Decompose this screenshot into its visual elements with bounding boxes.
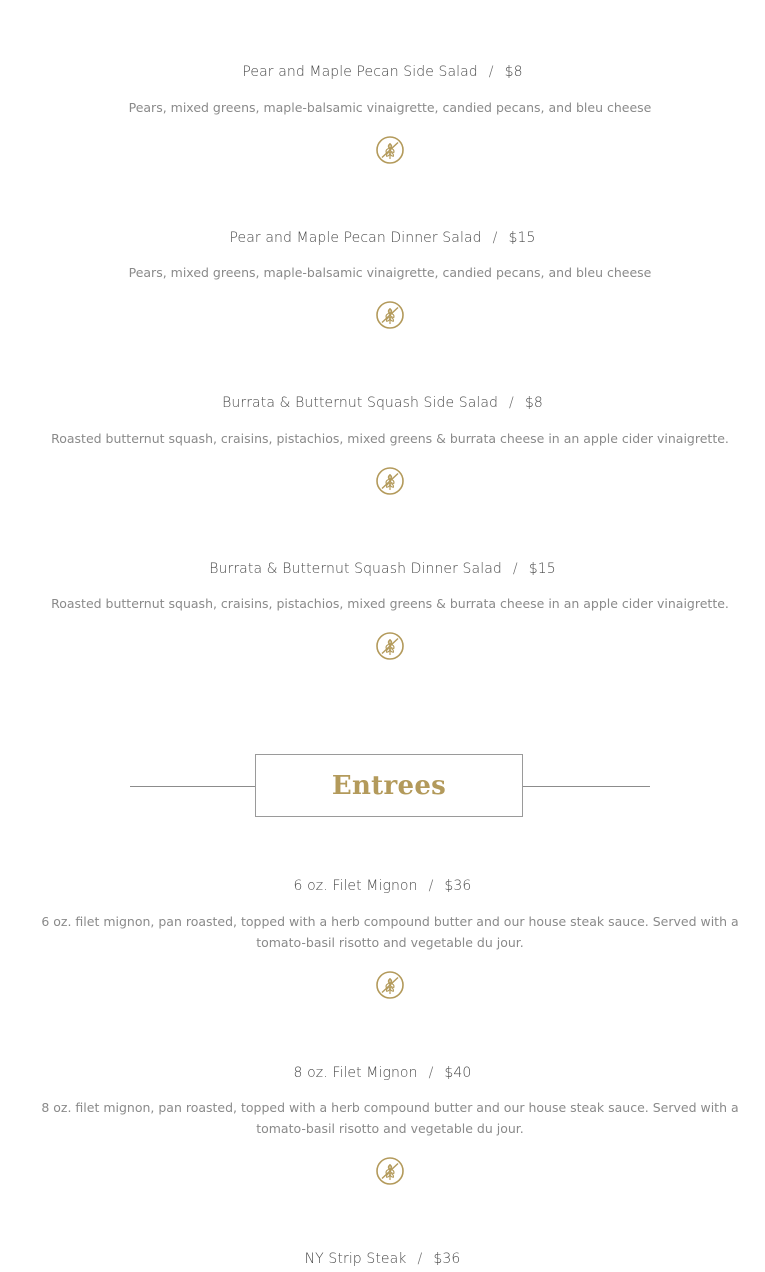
price-separator: / [509, 395, 514, 411]
menu-item-name: 8 oz. Filet Mignon [293, 1065, 418, 1081]
menu-item-name: 6 oz. Filet Mignon [293, 878, 418, 894]
menu-item-name: Burrata & Butternut Squash Side Salad [222, 395, 499, 411]
section-header [255, 754, 523, 817]
menu-item-description: Pears, mixed greens, maple-balsamic vinaigrette, candied pecans, and bleu cheese [128, 265, 652, 280]
menu-item-title [0, 229, 765, 247]
menu-item-title [0, 877, 765, 895]
price-separator: / [428, 1065, 434, 1081]
menu-item-price: $8 [504, 64, 523, 80]
menu-item-name: Pear and Maple Pecan Dinner Salad [229, 230, 482, 246]
menu-item-price: $8 [524, 395, 543, 411]
menu-item-price: $40 [444, 1065, 472, 1081]
menu-item-description: Roasted butternut squash, craisins, pistachios, mixed greens & burrata cheese in an apple cider vinaigrette. [51, 431, 729, 446]
price-separator: / [488, 64, 494, 80]
menu-item-description: 6 oz. filet mignon, pan roasted, topped with a herb compound butter and our house steak sauce. Served with a tomato-basil risotto and vegetable du jour. [41, 914, 739, 950]
menu-item-title [0, 1250, 765, 1268]
gluten-free-wheat-icon [375, 1156, 405, 1186]
menu-item-price: $36 [444, 878, 472, 894]
menu-item-description: 8 oz. filet mignon, pan roasted, topped with a herb compound butter and our house steak sauce. Served with a tomato-basil risotto and vegetable du jour. [41, 1100, 739, 1136]
menu-item-title [0, 560, 765, 578]
menu-item-name: NY Strip Steak [304, 1251, 407, 1267]
menu-item-price: $15 [508, 230, 536, 246]
gluten-free-wheat-icon [375, 631, 405, 661]
menu-item-title [0, 63, 765, 81]
section-divider-right [523, 786, 650, 787]
menu-item-title [0, 1064, 765, 1082]
price-separator: / [492, 230, 498, 246]
menu-item-description: Pears, mixed greens, maple-balsamic vinaigrette, candied pecans, and bleu cheese [128, 100, 652, 115]
menu-item-price: $15 [528, 561, 556, 577]
menu-item-title [0, 394, 765, 412]
menu-item-name: Pear and Maple Pecan Side Salad [242, 64, 478, 80]
section-title: Entrees [331, 770, 447, 801]
price-separator: / [428, 878, 434, 894]
price-separator: / [417, 1251, 423, 1267]
gluten-free-wheat-icon [375, 300, 405, 330]
section-divider-left [130, 786, 255, 787]
menu-item-price: $36 [433, 1251, 461, 1267]
gluten-free-wheat-icon [375, 135, 405, 165]
gluten-free-wheat-icon [375, 466, 405, 496]
menu-item-description: Roasted butternut squash, craisins, pistachios, mixed greens & burrata cheese in an apple cider vinaigrette. [51, 596, 729, 611]
gluten-free-wheat-icon [375, 970, 405, 1000]
menu-item-name: Burrata & Butternut Squash Dinner Salad [209, 561, 502, 577]
price-separator: / [512, 561, 518, 577]
